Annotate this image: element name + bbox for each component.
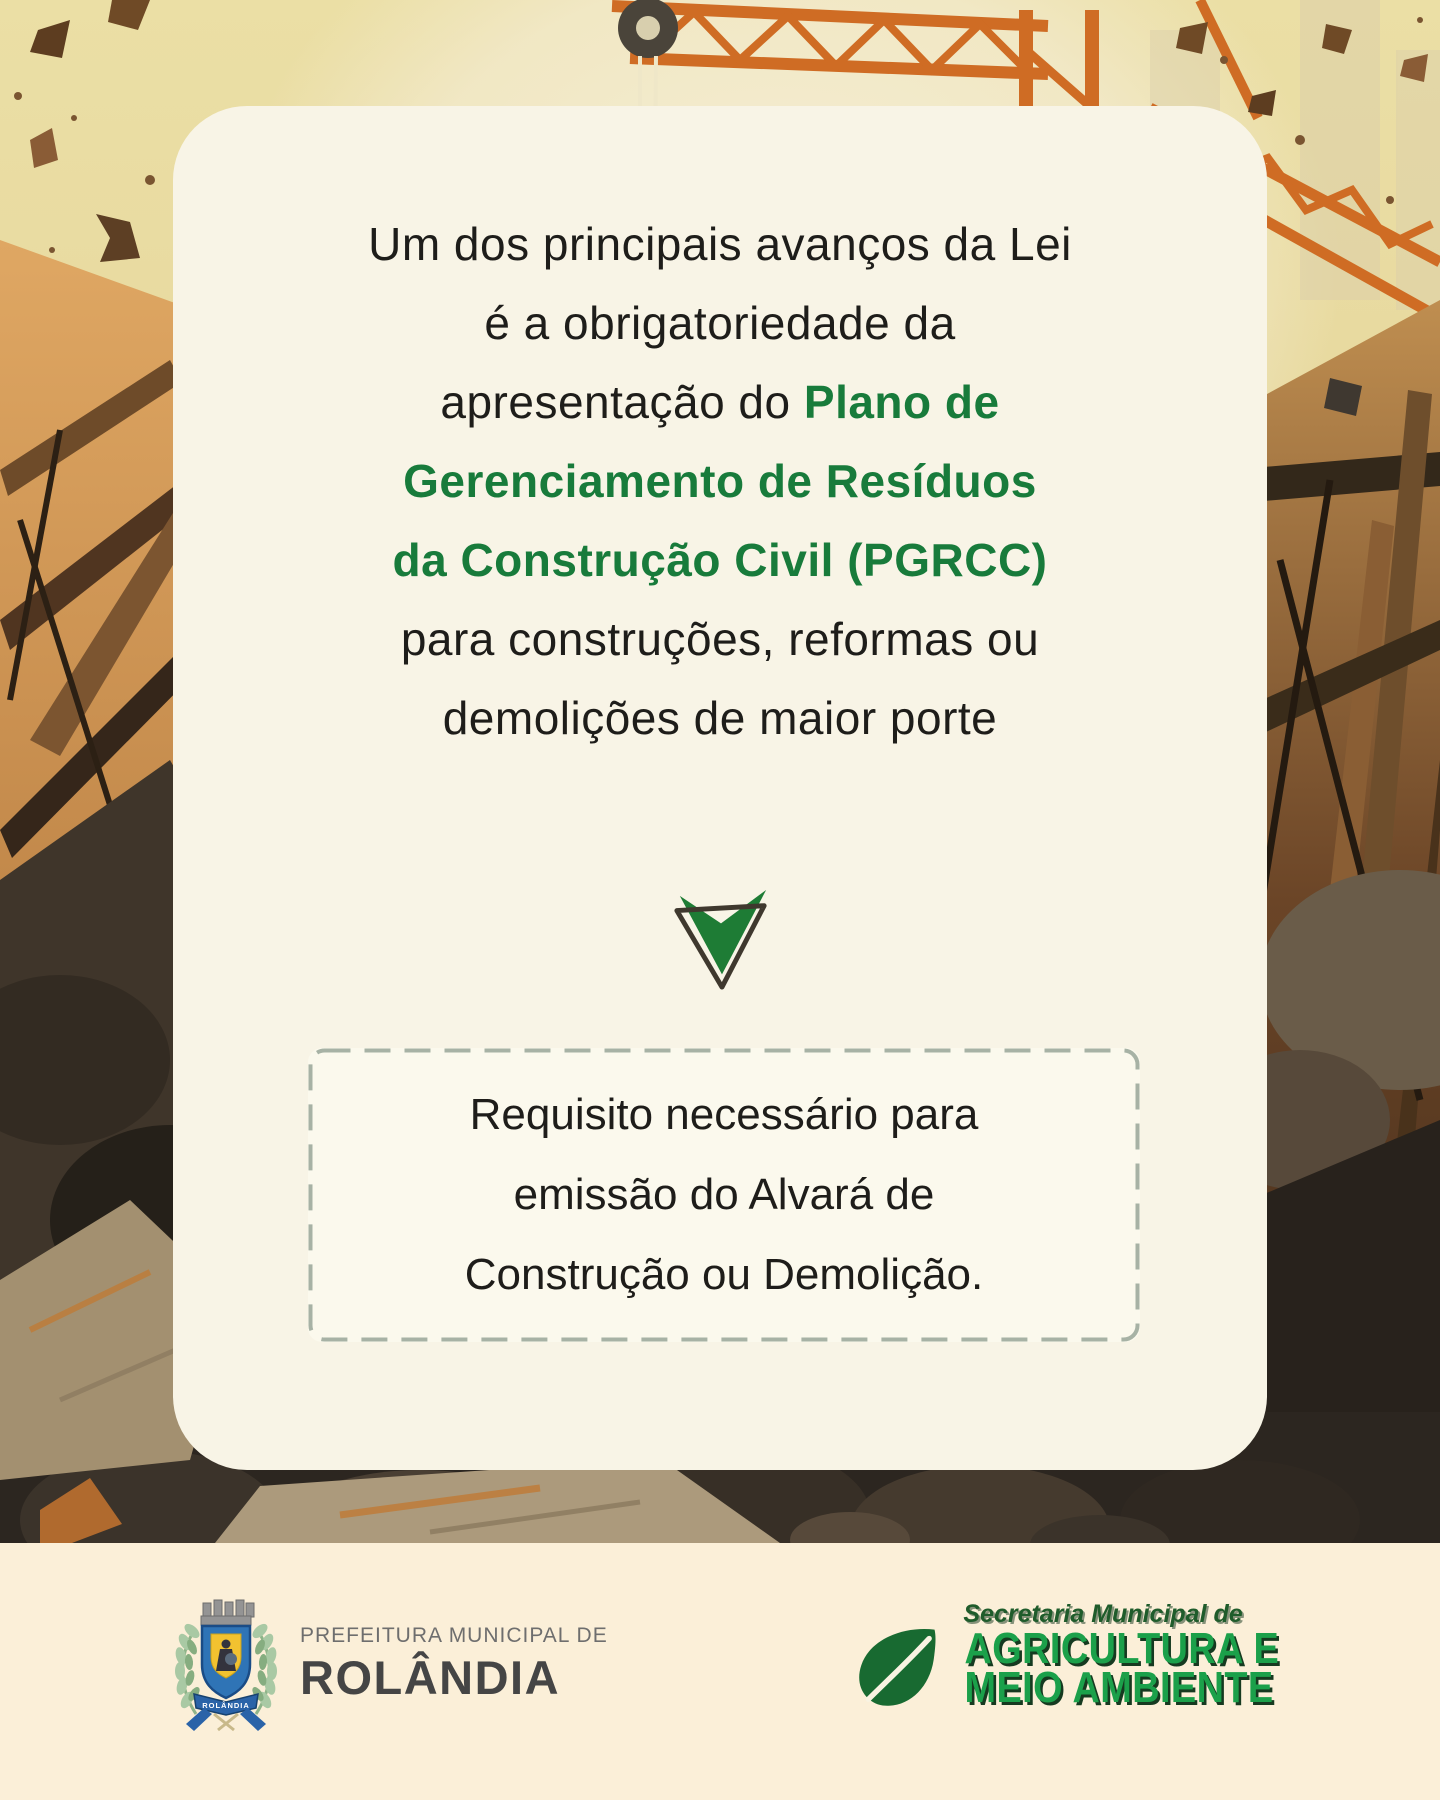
prefeitura-label: PREFEITURA MUNICIPAL DE [300,1624,608,1647]
secretariat-line-2: MEIO AMBIENTE [964,1663,1274,1712]
secretariat-logo [852,1600,1280,1712]
paragraph-line: Um dos principais avanços da Lei [368,218,1072,270]
paragraph-line: demolições de maior porte [442,692,998,744]
main-paragraph [173,205,1267,758]
coat-of-arms-icon [170,1598,282,1734]
down-arrow-icon [664,890,778,992]
secretariat-title [964,1624,1280,1712]
paragraph-line: para construções, reformas ou [400,613,1040,665]
highlight-text: Plano de [803,376,1000,428]
paragraph-line: apresentação do Plano de [440,376,1000,428]
requirement-line: Construção ou Demolição. [464,1250,984,1299]
secretariat-script-label: Secretaria Municipal de [963,1600,1243,1628]
leaf-icon [852,1626,942,1710]
city-hall-logo [170,1598,608,1734]
secretariat-text [942,1600,1280,1712]
highlight-text: Gerenciamento de Resíduos [403,455,1037,507]
highlight-text: da Construção Civil (PGRCC) [392,534,1048,586]
city-name: ROLÂNDIA [300,1651,561,1704]
requirement-box [308,1048,1140,1342]
requirement-text [308,1048,1140,1342]
city-hall-text [300,1598,608,1705]
requirement-line: emissão do Alvará de [513,1170,935,1219]
secretariat-line-1: AGRICULTURA E [964,1624,1280,1673]
crest-banner-text: ROLÂNDIA [202,1701,250,1710]
footer-bar [0,1543,1440,1800]
paragraph-line: é a obrigatoriedade da [484,297,956,349]
requirement-line: Requisito necessário para [469,1090,979,1139]
